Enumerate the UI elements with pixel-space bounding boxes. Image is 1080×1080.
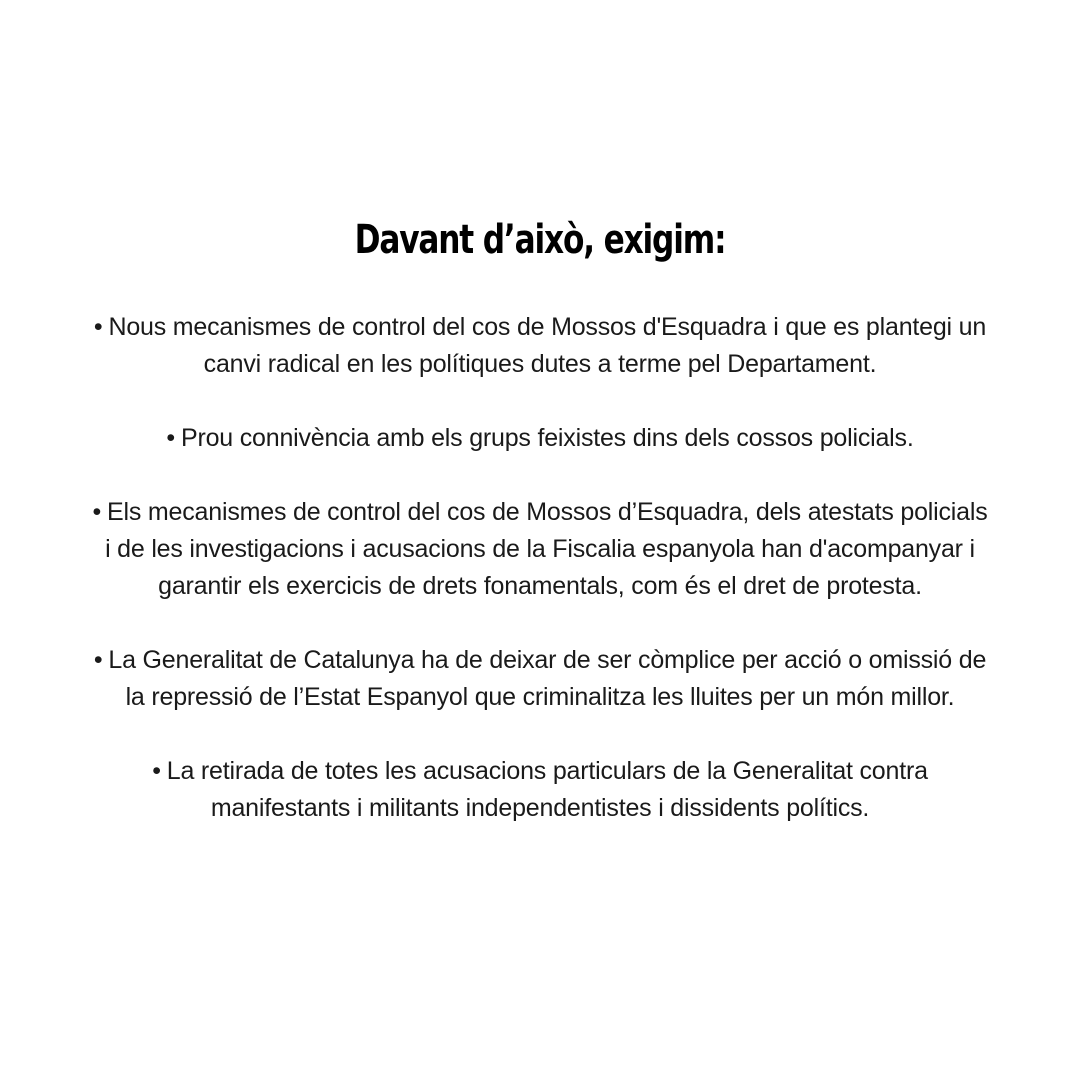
demand-line: Nous mecanismes de control del cos de Mossos d'Esquadra i que es plantegi un xyxy=(108,313,987,341)
demand-line: la repressió de l’Estat Espanyol que criminalitza les lluites per un món millor. xyxy=(125,683,955,711)
bullet-icon: • xyxy=(93,313,103,341)
list-item xyxy=(40,309,1040,383)
list-item xyxy=(40,494,1040,605)
page-title: Davant d’això, exigim: xyxy=(354,217,726,263)
list-item xyxy=(40,420,1040,457)
bullet-icon: • xyxy=(166,424,175,452)
demand-line: La Generalitat de Catalunya ha de deixar de ser còmplice per acció o omissió de xyxy=(108,646,987,674)
demand-line: La retirada de totes les acusacions particulars de la Generalitat contra xyxy=(166,757,928,785)
demands-list xyxy=(40,309,1040,827)
list-item xyxy=(40,642,1040,716)
demand-line: Els mecanismes de control del cos de Mossos d’Esquadra, dels atestats policials xyxy=(107,498,988,526)
demand-line: manifestants i militants independentistes i dissidents polítics. xyxy=(210,794,870,822)
demand-line: Prou connivència amb els grups feixistes dins dels cossos policials. xyxy=(180,424,914,452)
bullet-icon: • xyxy=(152,757,161,785)
demand-line: canvi radical en les polítiques dutes a terme pel Departament. xyxy=(203,350,877,378)
bullet-icon: • xyxy=(92,498,102,526)
demand-line: i de les investigacions i acusacions de la Fiscalia espanyola han d'acompanyar i xyxy=(105,535,975,563)
demand-line: garantir els exercicis de drets fonamentals, com és el dret de protesta. xyxy=(158,572,922,600)
list-item xyxy=(40,753,1040,827)
bullet-icon: • xyxy=(93,646,103,674)
